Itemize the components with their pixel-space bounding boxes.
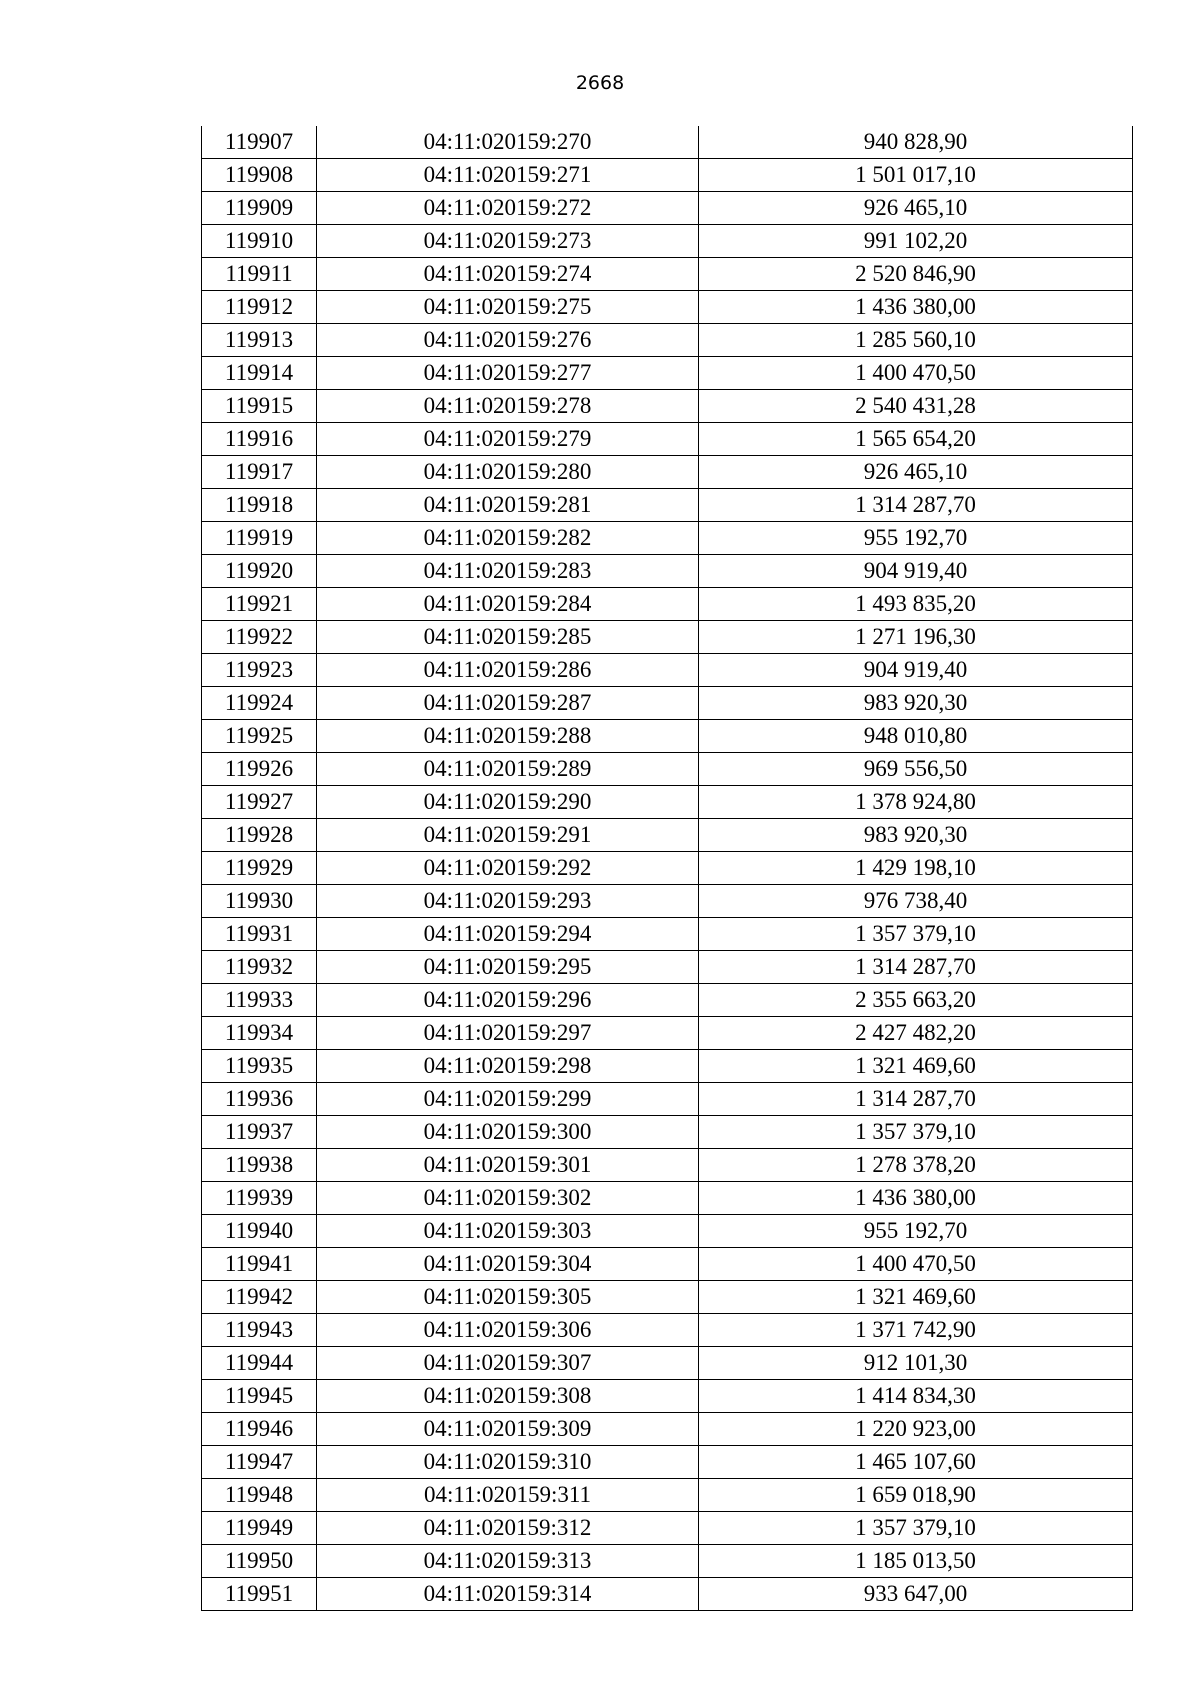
cadastral-number-cell: 04:11:020159:279	[317, 423, 699, 456]
cadastral-number-cell: 04:11:020159:293	[317, 885, 699, 918]
cadastral-value-cell: 1 400 470,50	[699, 357, 1133, 390]
row-number-cell: 119918	[202, 489, 317, 522]
row-number-cell: 119929	[202, 852, 317, 885]
row-number-cell: 119921	[202, 588, 317, 621]
cadastral-value-cell: 1 357 379,10	[699, 1116, 1133, 1149]
cadastral-value-cell: 926 465,10	[699, 192, 1133, 225]
cadastral-number-cell: 04:11:020159:272	[317, 192, 699, 225]
cadastral-number-cell: 04:11:020159:296	[317, 984, 699, 1017]
table-row	[202, 258, 1133, 291]
cadastral-value-cell: 983 920,30	[699, 687, 1133, 720]
cadastral-number-cell: 04:11:020159:300	[317, 1116, 699, 1149]
table-row	[202, 1050, 1133, 1083]
cadastral-value-cell: 1 185 013,50	[699, 1545, 1133, 1578]
table-row	[202, 1380, 1133, 1413]
table-row	[202, 1083, 1133, 1116]
row-number-cell: 119931	[202, 918, 317, 951]
cadastral-number-cell: 04:11:020159:304	[317, 1248, 699, 1281]
table-row	[202, 456, 1133, 489]
row-number-cell: 119939	[202, 1182, 317, 1215]
cadastral-value-cell: 2 355 663,20	[699, 984, 1133, 1017]
table-row	[202, 522, 1133, 555]
cadastral-number-cell: 04:11:020159:291	[317, 819, 699, 852]
cadastral-number-cell: 04:11:020159:273	[317, 225, 699, 258]
cadastral-number-cell: 04:11:020159:310	[317, 1446, 699, 1479]
cadastral-value-cell: 969 556,50	[699, 753, 1133, 786]
cadastral-value-cell: 940 828,90	[699, 126, 1133, 159]
cadastral-number-cell: 04:11:020159:271	[317, 159, 699, 192]
cadastral-value-cell: 912 101,30	[699, 1347, 1133, 1380]
row-number-cell: 119912	[202, 291, 317, 324]
cadastral-number-cell: 04:11:020159:309	[317, 1413, 699, 1446]
table-row	[202, 753, 1133, 786]
cadastral-value-cell: 1 465 107,60	[699, 1446, 1133, 1479]
cadastral-value-cell: 1 501 017,10	[699, 159, 1133, 192]
row-number-cell: 119909	[202, 192, 317, 225]
row-number-cell: 119919	[202, 522, 317, 555]
table-row	[202, 1017, 1133, 1050]
row-number-cell: 119917	[202, 456, 317, 489]
row-number-cell: 119944	[202, 1347, 317, 1380]
table-row	[202, 1512, 1133, 1545]
row-number-cell: 119950	[202, 1545, 317, 1578]
cadastral-number-cell: 04:11:020159:297	[317, 1017, 699, 1050]
row-number-cell: 119935	[202, 1050, 317, 1083]
cadastral-value-cell: 1 414 834,30	[699, 1380, 1133, 1413]
cadastral-value-cell: 2 427 482,20	[699, 1017, 1133, 1050]
cadastral-value-cell: 1 378 924,80	[699, 786, 1133, 819]
table-body	[202, 126, 1133, 1611]
table-row	[202, 1347, 1133, 1380]
table-row	[202, 1578, 1133, 1611]
cadastral-value-cell: 983 920,30	[699, 819, 1133, 852]
cadastral-value-cell: 1 314 287,70	[699, 1083, 1133, 1116]
row-number-cell: 119945	[202, 1380, 317, 1413]
cadastral-value-cell: 991 102,20	[699, 225, 1133, 258]
row-number-cell: 119947	[202, 1446, 317, 1479]
cadastral-value-cell: 2 540 431,28	[699, 390, 1133, 423]
row-number-cell: 119949	[202, 1512, 317, 1545]
cadastral-number-cell: 04:11:020159:276	[317, 324, 699, 357]
cadastral-value-cell: 1 659 018,90	[699, 1479, 1133, 1512]
table-row	[202, 1248, 1133, 1281]
row-number-cell: 119946	[202, 1413, 317, 1446]
cadastral-value-cell: 933 647,00	[699, 1578, 1133, 1611]
cadastral-value-cell: 1 357 379,10	[699, 1512, 1133, 1545]
cadastral-value-cell: 1 314 287,70	[699, 951, 1133, 984]
table-row	[202, 1446, 1133, 1479]
row-number-cell: 119940	[202, 1215, 317, 1248]
row-number-cell: 119914	[202, 357, 317, 390]
row-number-cell: 119916	[202, 423, 317, 456]
cadastral-number-cell: 04:11:020159:307	[317, 1347, 699, 1380]
cadastral-value-cell: 1 400 470,50	[699, 1248, 1133, 1281]
table-row	[202, 588, 1133, 621]
cadastral-value-cell: 1 314 287,70	[699, 489, 1133, 522]
table-row	[202, 621, 1133, 654]
cadastral-number-cell: 04:11:020159:283	[317, 555, 699, 588]
row-number-cell: 119932	[202, 951, 317, 984]
cadastral-value-cell: 904 919,40	[699, 555, 1133, 588]
table-row	[202, 324, 1133, 357]
table-row	[202, 885, 1133, 918]
cadastral-number-cell: 04:11:020159:295	[317, 951, 699, 984]
cadastral-number-cell: 04:11:020159:289	[317, 753, 699, 786]
cadastral-number-cell: 04:11:020159:294	[317, 918, 699, 951]
table-row	[202, 1182, 1133, 1215]
cadastral-value-cell: 904 919,40	[699, 654, 1133, 687]
row-number-cell: 119933	[202, 984, 317, 1017]
cadastral-number-cell: 04:11:020159:299	[317, 1083, 699, 1116]
cadastral-number-cell: 04:11:020159:286	[317, 654, 699, 687]
cadastral-number-cell: 04:11:020159:306	[317, 1314, 699, 1347]
table-row	[202, 951, 1133, 984]
cadastral-number-cell: 04:11:020159:282	[317, 522, 699, 555]
row-number-cell: 119934	[202, 1017, 317, 1050]
row-number-cell: 119927	[202, 786, 317, 819]
cadastral-value-cell: 1 220 923,00	[699, 1413, 1133, 1446]
cadastral-value-cell: 1 493 835,20	[699, 588, 1133, 621]
cadastral-number-cell: 04:11:020159:301	[317, 1149, 699, 1182]
row-number-cell: 119943	[202, 1314, 317, 1347]
cadastral-value-cell: 1 271 196,30	[699, 621, 1133, 654]
row-number-cell: 119936	[202, 1083, 317, 1116]
cadastral-number-cell: 04:11:020159:313	[317, 1545, 699, 1578]
cadastral-number-cell: 04:11:020159:308	[317, 1380, 699, 1413]
row-number-cell: 119942	[202, 1281, 317, 1314]
cadastral-number-cell: 04:11:020159:280	[317, 456, 699, 489]
cadastral-number-cell: 04:11:020159:302	[317, 1182, 699, 1215]
table-row	[202, 1281, 1133, 1314]
table-row	[202, 852, 1133, 885]
cadastral-number-cell: 04:11:020159:298	[317, 1050, 699, 1083]
table-row	[202, 423, 1133, 456]
table-row	[202, 687, 1133, 720]
cadastral-number-cell: 04:11:020159:305	[317, 1281, 699, 1314]
cadastral-value-cell: 1 357 379,10	[699, 918, 1133, 951]
cadastral-number-cell: 04:11:020159:311	[317, 1479, 699, 1512]
row-number-cell: 119924	[202, 687, 317, 720]
cadastral-number-cell: 04:11:020159:275	[317, 291, 699, 324]
table-row	[202, 159, 1133, 192]
table-row	[202, 1149, 1133, 1182]
cadastral-number-cell: 04:11:020159:277	[317, 357, 699, 390]
table-row	[202, 720, 1133, 753]
table-row	[202, 654, 1133, 687]
table-row	[202, 357, 1133, 390]
cadastral-number-cell: 04:11:020159:285	[317, 621, 699, 654]
cadastral-value-cell: 948 010,80	[699, 720, 1133, 753]
table-row	[202, 819, 1133, 852]
row-number-cell: 119913	[202, 324, 317, 357]
row-number-cell: 119938	[202, 1149, 317, 1182]
table-row	[202, 1479, 1133, 1512]
cadastral-value-cell: 1 436 380,00	[699, 291, 1133, 324]
cadastral-number-cell: 04:11:020159:303	[317, 1215, 699, 1248]
row-number-cell: 119925	[202, 720, 317, 753]
table-row	[202, 918, 1133, 951]
row-number-cell: 119911	[202, 258, 317, 291]
cadastral-value-cell: 2 520 846,90	[699, 258, 1133, 291]
row-number-cell: 119937	[202, 1116, 317, 1149]
row-number-cell: 119948	[202, 1479, 317, 1512]
row-number-cell: 119920	[202, 555, 317, 588]
cadastral-value-cell: 1 429 198,10	[699, 852, 1133, 885]
row-number-cell: 119930	[202, 885, 317, 918]
table-row	[202, 1116, 1133, 1149]
cadastral-value-cell: 926 465,10	[699, 456, 1133, 489]
table-row	[202, 1314, 1133, 1347]
page-number: 2668	[575, 72, 625, 94]
cadastral-number-cell: 04:11:020159:278	[317, 390, 699, 423]
cadastral-number-cell: 04:11:020159:287	[317, 687, 699, 720]
table-row	[202, 984, 1133, 1017]
cadastral-value-cell: 1 565 654,20	[699, 423, 1133, 456]
table-row	[202, 225, 1133, 258]
table-row	[202, 555, 1133, 588]
cadastral-value-table	[201, 126, 1133, 1611]
cadastral-number-cell: 04:11:020159:281	[317, 489, 699, 522]
cadastral-value-cell: 955 192,70	[699, 522, 1133, 555]
cadastral-value-cell: 955 192,70	[699, 1215, 1133, 1248]
table-row	[202, 489, 1133, 522]
cadastral-value-cell: 1 321 469,60	[699, 1281, 1133, 1314]
cadastral-number-cell: 04:11:020159:314	[317, 1578, 699, 1611]
cadastral-number-cell: 04:11:020159:290	[317, 786, 699, 819]
row-number-cell: 119926	[202, 753, 317, 786]
cadastral-number-cell: 04:11:020159:284	[317, 588, 699, 621]
cadastral-value-cell: 1 436 380,00	[699, 1182, 1133, 1215]
table-row	[202, 1545, 1133, 1578]
cadastral-number-cell: 04:11:020159:288	[317, 720, 699, 753]
row-number-cell: 119907	[202, 126, 317, 159]
cadastral-value-cell: 1 371 742,90	[699, 1314, 1133, 1347]
row-number-cell: 119923	[202, 654, 317, 687]
row-number-cell: 119908	[202, 159, 317, 192]
row-number-cell: 119915	[202, 390, 317, 423]
table-row	[202, 786, 1133, 819]
table-row	[202, 291, 1133, 324]
table-row	[202, 192, 1133, 225]
table-row	[202, 390, 1133, 423]
table-row	[202, 1413, 1133, 1446]
row-number-cell: 119922	[202, 621, 317, 654]
cadastral-value-cell: 1 278 378,20	[699, 1149, 1133, 1182]
row-number-cell: 119928	[202, 819, 317, 852]
cadastral-number-cell: 04:11:020159:274	[317, 258, 699, 291]
cadastral-value-cell: 1 285 560,10	[699, 324, 1133, 357]
cadastral-value-cell: 976 738,40	[699, 885, 1133, 918]
cadastral-value-cell: 1 321 469,60	[699, 1050, 1133, 1083]
row-number-cell: 119951	[202, 1578, 317, 1611]
table-row	[202, 1215, 1133, 1248]
table-row	[202, 126, 1133, 159]
cadastral-number-cell: 04:11:020159:270	[317, 126, 699, 159]
row-number-cell: 119941	[202, 1248, 317, 1281]
cadastral-number-cell: 04:11:020159:292	[317, 852, 699, 885]
cadastral-number-cell: 04:11:020159:312	[317, 1512, 699, 1545]
row-number-cell: 119910	[202, 225, 317, 258]
